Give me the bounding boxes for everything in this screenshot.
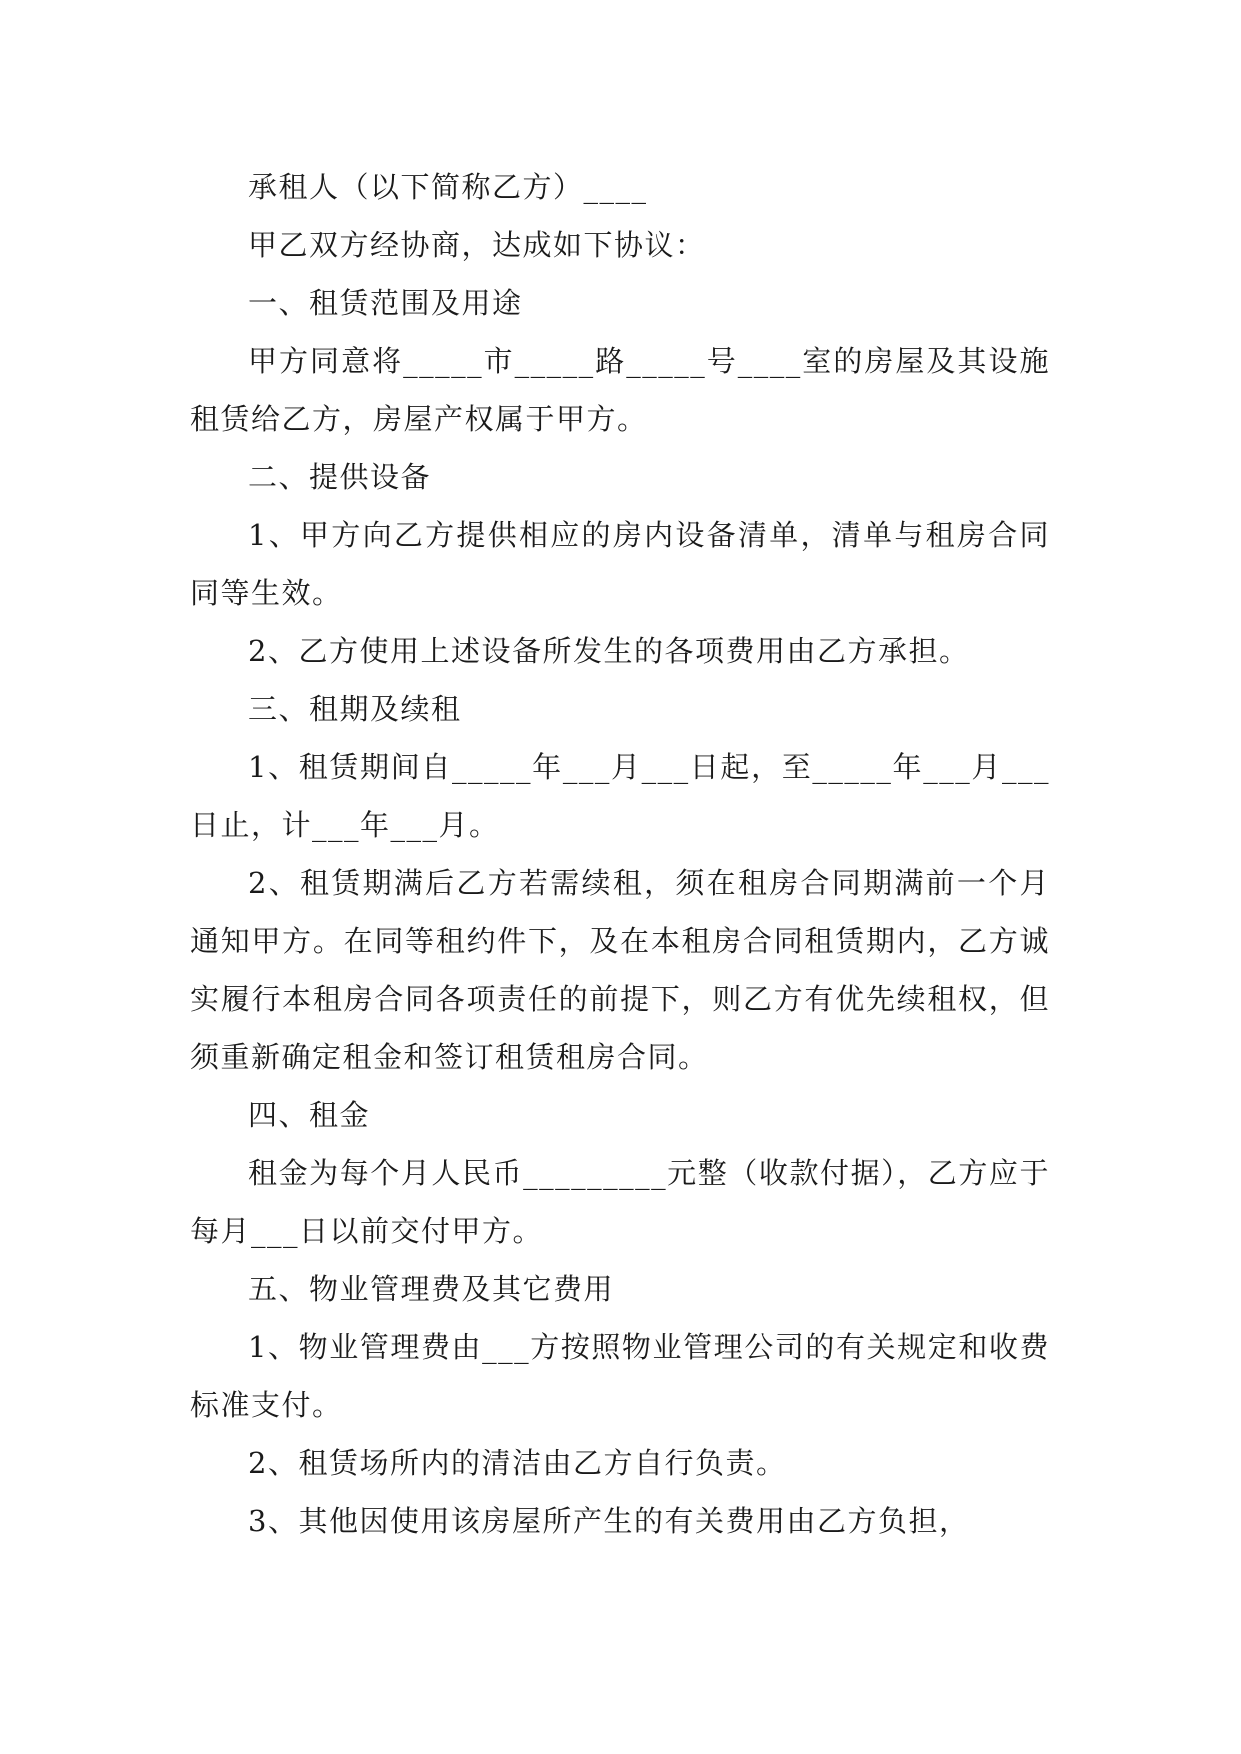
paragraph-term-2: 2、租赁期满后乙方若需续租，须在租房合同期满前一个月通知甲方。在同等租约件下，及在本租房合同租赁期内，乙方诚实履行本租房合同各项责任的前提下，则乙方有优先续租权，但须重新确定租金和签订租赁租房合同。 xyxy=(190,866,1050,1074)
paragraph-scope: 甲方同意将_____市_____路_____号____室的房屋及其设施租赁给乙方，房屋产权属于甲方。 xyxy=(190,344,1050,436)
paragraph-equipment-1: 1、甲方向乙方提供相应的房内设备清单，清单与租房合同同等生效。 xyxy=(190,518,1050,610)
section-heading-fees: 五、物业管理费及其它费用 xyxy=(248,1272,615,1306)
paragraph-fees-3: 3、其他因使用该房屋所产生的有关费用由乙方负担， xyxy=(248,1504,970,1538)
section-heading-term: 三、租期及续租 xyxy=(248,692,462,726)
paragraph-equipment-2: 2、乙方使用上述设备所发生的各项费用由乙方承担。 xyxy=(248,634,970,668)
paragraph-fees-1: 1、物业管理费由___方按照物业管理公司的有关规定和收费标准支付。 xyxy=(190,1330,1050,1422)
document-page xyxy=(190,158,1050,1550)
paragraph-agreement-intro: 甲乙双方经协商，达成如下协议： xyxy=(248,228,706,262)
paragraph-term-1: 1、租赁期间自_____年___月___日起，至_____年___月___日止，计___年___月。 xyxy=(190,750,1050,842)
section-heading-scope: 一、租赁范围及用途 xyxy=(248,286,523,320)
paragraph-fees-2: 2、租赁场所内的清洁由乙方自行负责。 xyxy=(248,1446,787,1480)
paragraph-lessee: 承租人（以下简称乙方）____ xyxy=(248,170,648,204)
section-heading-rent: 四、租金 xyxy=(248,1098,371,1132)
paragraph-rent: 租金为每个月人民币_________元整（收款付据），乙方应于每月___日以前交付甲方。 xyxy=(190,1156,1050,1248)
section-heading-equipment: 二、提供设备 xyxy=(248,460,432,494)
